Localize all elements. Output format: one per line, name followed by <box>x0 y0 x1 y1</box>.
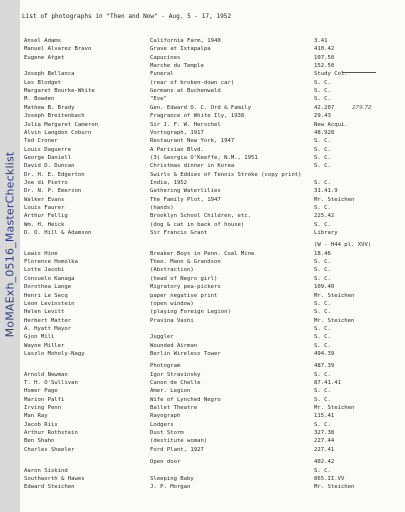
collection-note: S. C. <box>314 205 331 211</box>
collection-note: S. C. <box>314 342 331 349</box>
checklist-row <box>0 308 405 316</box>
photo-title: Dust Storm <box>150 430 184 437</box>
photo-title: Rayograph <box>150 413 181 420</box>
photo-title: California Farm, 1940 <box>150 38 221 44</box>
photographer-name: Manuel Alvarez Bravo <box>24 46 92 53</box>
photo-title: Lodgers <box>150 421 174 428</box>
checklist-row <box>0 325 405 333</box>
photographer-name: A. Hyatt Mayor <box>24 325 72 332</box>
collection-note: S. C. <box>314 146 331 153</box>
checklist-row <box>0 250 405 258</box>
checklist-row <box>0 212 405 220</box>
collection-note: 42.207 <box>314 104 335 111</box>
photographer-name: Consuelo Kanaga <box>24 275 75 282</box>
photo-title: Breaker Boys in Penn. Coal Mine <box>150 250 255 257</box>
collection-note: 109.40 <box>314 284 335 291</box>
collection-note: 227.41 <box>314 446 335 453</box>
photographer-name: Man Ray <box>24 413 48 420</box>
checklist-row <box>0 387 405 395</box>
collection-note: Mr. Steichen <box>314 405 355 412</box>
collection-note: S. C. <box>314 334 331 341</box>
photo-title: Sir J. F. W. Herschel <box>150 121 221 128</box>
checklist-row <box>0 275 405 283</box>
collection-note: Study Col. <box>314 71 348 78</box>
collection-note: 402.42 <box>314 459 335 466</box>
checklist-row <box>0 241 405 249</box>
checklist-row <box>0 429 405 437</box>
photographer-name: Louis Daguerre <box>24 146 72 153</box>
photographer-name: Arnold Newman <box>24 371 68 378</box>
collection-note: S. C. <box>314 309 331 316</box>
photographer-name: Dr. N. P. Emerson <box>24 188 82 195</box>
photographer-name: Alvin Langdon Coburn <box>24 129 92 136</box>
photographer-name: Arthur Rothstein <box>24 430 78 437</box>
checklist-row <box>0 458 405 466</box>
checklist-row <box>0 187 405 195</box>
photographer-name: Julia Margaret Cameron <box>24 121 99 128</box>
photographer-name: Mathew B. Brady <box>24 104 75 111</box>
collection-note: S. C. <box>314 221 331 228</box>
photographer-name: Herbert Matter <box>24 317 72 324</box>
photo-title: Ford Plant, 1927 <box>150 446 204 453</box>
photographer-name: M. Bowden <box>24 96 55 103</box>
checklist-row <box>0 204 405 212</box>
photographer-name: D. O. Hill & Adamson <box>24 230 92 237</box>
checklist-row <box>0 412 405 420</box>
photo-title: Gen. Edward O. C. Ord & Family <box>150 104 252 111</box>
collection-note: 327.38 <box>314 430 335 437</box>
collection-note: S. C. <box>314 421 331 428</box>
collection-note: 494.39 <box>314 350 335 357</box>
checklist-row <box>0 171 405 179</box>
collection-note: Library <box>314 230 338 237</box>
checklist-row <box>0 317 405 325</box>
photo-title: Vortograph, 1917 <box>150 129 204 136</box>
photo-title: (Abstraction) <box>150 267 194 274</box>
collection-note: 3.41 <box>314 38 328 44</box>
photo-title: A Parisian Blvd. <box>150 146 204 153</box>
photographer-name: Lotte Jacobi <box>24 267 65 274</box>
collection-note: 87.41.41 <box>314 380 341 386</box>
photo-title: (3) Georgia O'Keeffe, N.M., 1951 <box>150 154 258 161</box>
checklist-row <box>0 396 405 404</box>
checklist-row <box>0 54 405 62</box>
collection-note: 18.46 <box>314 250 331 257</box>
photographer-name: Arthur Fellig <box>24 213 68 220</box>
photo-title: India, 1952 <box>150 179 188 186</box>
photo-title: Juggler <box>150 334 174 341</box>
checklist-row <box>0 300 405 308</box>
checklist-row <box>0 258 405 266</box>
photographer-name: Leon Levinstein <box>24 300 75 307</box>
checklist-row <box>0 350 405 358</box>
checklist-row <box>0 62 405 70</box>
side-stamp-text: MoMAExh_0516_MasterChecklist <box>3 151 17 338</box>
photo-title: Gathering Waterlilies <box>150 188 221 195</box>
photo-title: Capucines <box>150 54 181 61</box>
photographer-name: Walker Evans <box>24 196 65 203</box>
collection-note: S. C. <box>314 396 331 403</box>
photo-title: Fragrance of White Ily, 1938 <box>150 113 245 120</box>
photo-title: Berlin Wireless Tower <box>150 350 221 357</box>
collection-note: 31.41.9 <box>314 188 338 195</box>
collection-note: S. C. <box>314 96 331 103</box>
collection-note: S. C. <box>314 88 331 95</box>
checklist-row <box>0 362 405 370</box>
collection-note: S. C. <box>314 267 331 274</box>
collection-note: (W - H44 pl. XVV) <box>314 242 372 249</box>
document-header: List of photographs in "Then and Now" - Aug. 5 - 17, 1952 <box>22 13 232 20</box>
photographer-name: David D. Duncan <box>24 163 75 170</box>
checklist-row <box>0 404 405 412</box>
photo-title: (hands) <box>150 205 174 211</box>
collection-note: Mr. Steichen <box>314 317 355 324</box>
collection-note: S. C. <box>314 467 331 474</box>
checklist-row <box>0 104 405 112</box>
collection-note: S. C. <box>314 179 331 186</box>
photographer-name: Wayne Miller <box>24 342 65 349</box>
photographer-name: Ted Croner <box>24 138 58 145</box>
checklist-row <box>0 112 405 120</box>
photographer-name: Helen Levitt <box>24 309 65 316</box>
photo-title: Marche du Temple <box>150 63 204 70</box>
photographer-name: Gjon Mili <box>24 334 55 341</box>
collection-note: 29.43 <box>314 113 331 120</box>
collection-note: S. C. <box>314 79 331 86</box>
photo-title: Brooklyn School Children, etc. <box>150 213 252 220</box>
collection-note: 487.39 <box>314 363 335 370</box>
photo-title: Migratory pea-pickers <box>150 284 221 291</box>
photo-title: Wounded Airman <box>150 342 198 349</box>
checklist-row <box>0 45 405 53</box>
collection-note: S. C. <box>314 300 331 307</box>
photo-title: (destitute woman) <box>150 438 208 445</box>
checklist-row <box>0 196 405 204</box>
photographer-name: Laszlo Moholy-Nagy <box>24 350 85 357</box>
photographer-name: Wm. H. Heick <box>24 221 65 228</box>
checklist-row <box>0 137 405 145</box>
photo-title: The Family Plot, 1947 <box>150 196 221 203</box>
photographer-name: Lewis Hine <box>24 250 58 257</box>
photographer-name: Jacob Riis <box>24 421 58 428</box>
checklist-row <box>0 121 405 129</box>
photographer-name: Edward Steichen <box>24 484 75 491</box>
collection-note: S. C. <box>314 325 331 332</box>
checklist-row <box>0 475 405 483</box>
photo-title: Pravina Vashi <box>150 317 194 324</box>
photo-title: (playing Foreign Legion) <box>150 309 231 316</box>
photo-title: (head of Negro girl) <box>150 275 218 282</box>
photo-title: Theo. Mann & Grandson <box>150 259 221 266</box>
checklist-row <box>0 421 405 429</box>
checklist-row <box>0 379 405 387</box>
photographer-name: Aaron Siskind <box>24 467 68 474</box>
photo-title: Funeral <box>150 71 174 78</box>
photographer-name: Florence Homolka <box>24 259 78 266</box>
photographer-name: Henri Le Secq <box>24 292 68 299</box>
photo-title: "Eve" <box>150 96 167 103</box>
collection-note: 48.928 <box>314 129 335 136</box>
photo-title: Canon de Chelle <box>150 380 201 386</box>
photographer-name: Joseph Bellanca <box>24 71 75 78</box>
photo-title: (rear of broken-down car) <box>150 79 235 86</box>
checklist-row <box>0 266 405 274</box>
checklist-row <box>0 154 405 162</box>
photographer-name: Ansel Adams <box>24 38 62 44</box>
checklist-row <box>0 129 405 137</box>
checklist-row <box>0 79 405 87</box>
photo-title: (open window) <box>150 300 194 307</box>
checklist-row <box>0 467 405 475</box>
handwritten-annotation: 279.72 <box>352 104 372 111</box>
checklist-row <box>0 87 405 95</box>
photographer-name: Margaret Bourke-White <box>24 88 95 95</box>
collection-note: 227.44 <box>314 438 335 445</box>
collection-note: 865.II.VV <box>314 475 345 482</box>
collection-note: 225.42 <box>314 213 335 220</box>
checklist-row <box>0 95 405 103</box>
photographer-name: Joseph Breitenbach <box>24 113 85 120</box>
photographer-name: Dorothea Lange <box>24 284 72 291</box>
checklist-row <box>0 283 405 291</box>
checklist-row <box>0 371 405 379</box>
photographer-name: Marion Palfi <box>24 396 65 403</box>
photographer-name: George Daniell <box>24 154 72 161</box>
photo-title: Igor Stravinsky <box>150 371 201 378</box>
checklist-row <box>0 333 405 341</box>
photographer-name: T. H. O'Sullivan <box>24 380 78 386</box>
checklist-row <box>0 292 405 300</box>
photo-title: Wife of Lynched Negro <box>150 396 221 403</box>
collection-note: Mr. Steichen <box>314 292 355 299</box>
checklist-row <box>0 437 405 445</box>
checklist-row <box>0 229 405 237</box>
photographer-name: Joe di Pietro <box>24 179 68 186</box>
photographer-name: Southworth & Hawes <box>24 475 85 482</box>
photo-title: Amer. Legion <box>150 388 191 395</box>
photographer-name: Ben Shahn <box>24 438 55 445</box>
photographer-name: Dr. H. E. Edgerton <box>24 171 85 178</box>
photo-title: Open door <box>150 459 181 466</box>
checklist-row <box>0 221 405 229</box>
photo-title: J. P. Morgan <box>150 484 191 491</box>
photo-title: Sir Francis Grant <box>150 230 208 237</box>
photographer-name: Irving Penn <box>24 405 62 412</box>
photo-title: Photogram <box>150 363 181 370</box>
photographer-name: Louis Faurer <box>24 205 65 211</box>
photographer-name: Les Blodget <box>24 79 62 86</box>
photo-title: Sleeping Baby <box>150 475 194 482</box>
photo-title: Restaurant New York, 1947 <box>150 138 235 145</box>
photo-title: Grave at Ixtapalpa <box>150 46 211 53</box>
collection-note: S. C. <box>314 388 331 395</box>
photo-title: (dog & cat in back of house) <box>150 221 245 228</box>
checklist-row <box>0 179 405 187</box>
collection-note: S. C. <box>314 275 331 282</box>
collection-note: S. C. <box>314 138 331 145</box>
photo-title: paper negative print <box>150 292 218 299</box>
checklist-row <box>0 146 405 154</box>
collection-note: Mr. Steichen <box>314 196 355 203</box>
photo-title: Swirls & Eddies of Tennis Stroke (copy print) <box>150 171 302 178</box>
checklist-row <box>0 342 405 350</box>
photographer-name: Homer Page <box>24 388 58 395</box>
collection-note: 107.50 <box>314 54 335 61</box>
collection-note: S. C. <box>314 154 331 161</box>
checklist-row <box>0 70 405 78</box>
photo-title: Germans at Buchenwald <box>150 88 221 95</box>
collection-note: New Acqui. <box>314 121 348 128</box>
photo-title: Ballet Theatre <box>150 405 198 412</box>
collection-note: S. C. <box>314 259 331 266</box>
checklist-row <box>0 483 405 491</box>
collection-note: 410.42 <box>314 46 335 53</box>
collection-note: Mr. Steichen <box>314 484 355 491</box>
collection-note: S. C. <box>314 163 331 170</box>
checklist-row <box>0 162 405 170</box>
checklist-row <box>0 446 405 454</box>
collection-note: 152.50 <box>314 63 335 70</box>
photographer-name: Charles Sheeler <box>24 446 75 453</box>
collection-note: 115.41 <box>314 413 335 420</box>
photographer-name: Eugene Atget <box>24 54 65 61</box>
photo-title: Christmas dinner in Korea <box>150 163 235 170</box>
collection-note: S. C. <box>314 371 331 378</box>
checklist-row <box>0 37 405 45</box>
